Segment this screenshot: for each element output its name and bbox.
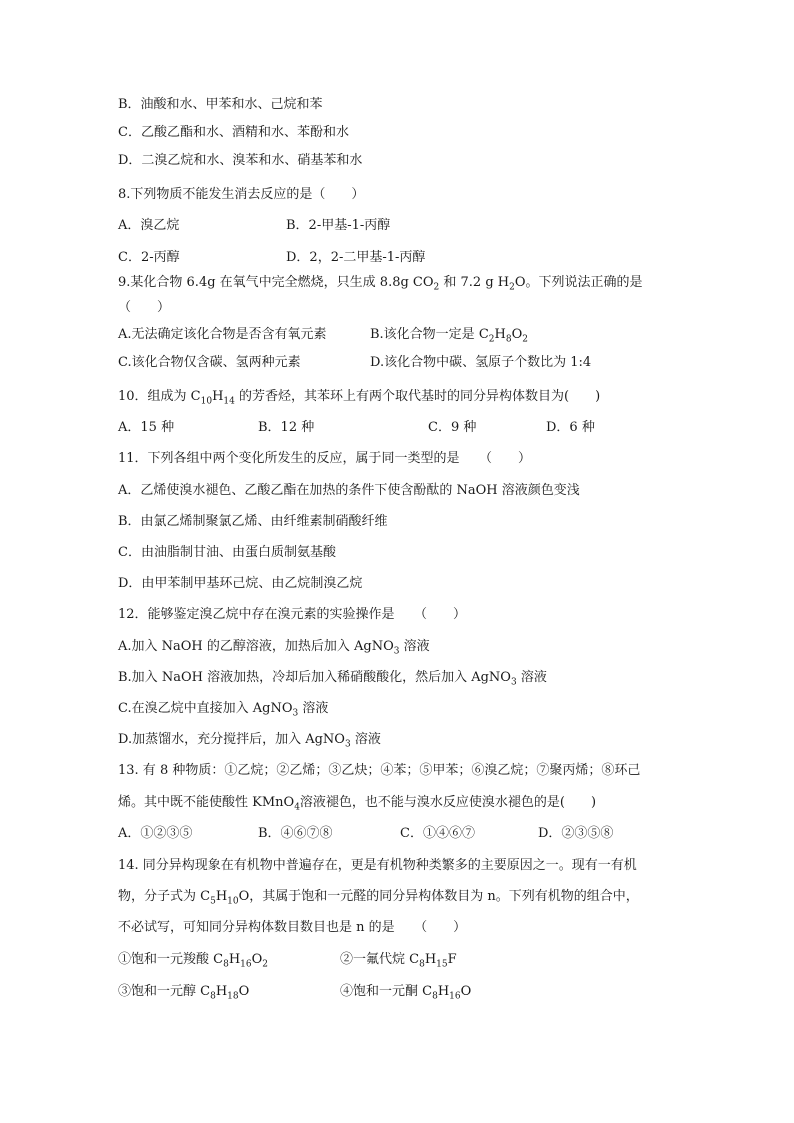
q10-option-a: A．15 种 xyxy=(118,420,175,435)
q8-stem: 8.下列物质不能发生消去反应的是（ ） xyxy=(118,187,365,202)
q12-option-a: A.加入 NaOH 的乙醇溶液，加热后加入 AgNO$_3$ 溶液 xyxy=(118,639,430,657)
q14-stem-line-3: 不必试写，可知同分异构体数目数目也是 n 的是 （ ） xyxy=(118,920,467,935)
q10-option-b: B．12 种 xyxy=(258,420,315,435)
q12-option-d: D.加蒸馏水，充分搅拌后，加入 AgNO$_3$ 溶液 xyxy=(118,732,381,750)
q14-item-1: ①饱和一元羧酸 $C_8H_{16}O_2$ xyxy=(118,952,269,970)
q8-option-c: C．2-丙醇 xyxy=(118,250,180,265)
q9-answer-paren: （ ） xyxy=(118,300,171,315)
q12-option-b: B.加入 NaOH 溶液加热，冷却后加入稀硝酸酸化，然后加入 AgNO$_3$ 溶液 xyxy=(118,670,547,688)
q13-option-a: A．①②③⑤ xyxy=(118,826,193,841)
q10-option-c: C．9 种 xyxy=(428,420,477,435)
q10-options xyxy=(118,419,595,437)
q12-option-c: C.在溴乙烷中直接加入 AgNO$_3$ 溶液 xyxy=(118,701,329,719)
q13-option-c: C．①④⑥⑦ xyxy=(400,826,475,841)
q9-option-row-2 xyxy=(118,354,592,372)
q7-option-c: C．乙酸乙酯和水、酒精和水、苯酚和水 xyxy=(118,125,349,140)
q13-option-b: B．④⑥⑦⑧ xyxy=(258,826,333,841)
q13-stem-line-1: 13. 有 8 种物质：①乙烷；②乙烯；③乙炔；④苯；⑤甲苯；⑥溴乙烷；⑦聚丙烯；⑧环己 xyxy=(118,763,641,778)
q13-option-d: D．②③⑤⑧ xyxy=(538,826,614,841)
q11-option-c: C．由油脂制甘油、由蛋白质制氨基酸 xyxy=(118,545,336,560)
q8-option-row-1 xyxy=(118,217,391,235)
q9-option-row-1 xyxy=(118,326,528,345)
q14-item-2: ②一氟代烷 $C_8H_{15}F$ xyxy=(340,952,457,970)
q14-item-row-1 xyxy=(118,951,457,970)
q14-item-row-2 xyxy=(118,983,472,1002)
q11-option-d: D．由甲苯制甲基环己烷、由乙烷制溴乙烷 xyxy=(118,576,363,591)
q10-stem: 10．组成为 $C_{10}H_{14}$ 的芳香烃，其苯环上有两个取代基时的同分异构体数目为( ) xyxy=(118,389,601,407)
q9-option-b: B.该化合物一定是 $C_2H_8O_2$ xyxy=(370,327,528,345)
q8-option-a: A．溴乙烷 xyxy=(118,218,180,233)
q13-stem-line-2: 烯。其中既不能使酸性 KMnO$_4$溶液褪色，也不能与溴水反应使溴水褪色的是( ) xyxy=(118,795,597,813)
q8-option-row-2 xyxy=(118,249,426,267)
q9-option-c: C.该化合物仅含碳、氢两种元素 xyxy=(118,355,301,370)
q8-option-b: B．2-甲基-1-丙醇 xyxy=(286,218,391,233)
q7-option-d: D．二溴乙烷和水、溴苯和水、硝基苯和水 xyxy=(118,153,363,168)
q9-stem: 9.某化合物 6.4g 在氧气中完全燃烧，只生成 8.8g $CO_2$ 和 7.2 g $H_2O$。下列说法正确的是 xyxy=(118,275,643,293)
q7-option-b: B．油酸和水、甲苯和水、己烷和苯 xyxy=(118,97,323,112)
q14-item-4: ④饱和一元酮 $C_8H_{16}O$ xyxy=(340,984,472,1002)
q14-item-3: ③饱和一元醇 $C_8H_{18}O$ xyxy=(118,984,250,1002)
q11-stem: 11．下列各组中两个变化所发生的反应，属于同一类型的是 （ ） xyxy=(118,451,532,466)
q10-option-d: D．6 种 xyxy=(546,420,595,435)
q11-option-b: B．由氯乙烯制聚氯乙烯、由纤维素制硝酸纤维 xyxy=(118,514,388,529)
q14-stem-line-2: 物，分子式为 $C_5H_{10}O$，其属于饱和一元醛的同分异构体数目为 n。下列有机物的组合中， xyxy=(118,889,639,907)
q12-stem: 12．能够鉴定溴乙烷中存在溴元素的实验操作是 （ ） xyxy=(118,607,467,622)
q9-option-a: A.无法确定该化合物是否含有氧元素 xyxy=(118,327,327,342)
q9-option-d: D.该化合物中碳、氢原子个数比为 1:4 xyxy=(370,355,592,370)
q13-options xyxy=(118,825,614,843)
q11-option-a: A．乙烯使溴水褪色、乙酸乙酯在加热的条件下使含酚酞的 NaOH 溶液颜色变浅 xyxy=(118,483,580,498)
q14-stem-line-1: 14. 同分异构现象在有机物中普遍存在，更是有机物种类繁多的主要原因之一。现有一有机 xyxy=(118,858,637,873)
q8-option-d: D．2，2-二甲基-1-丙醇 xyxy=(286,250,426,265)
